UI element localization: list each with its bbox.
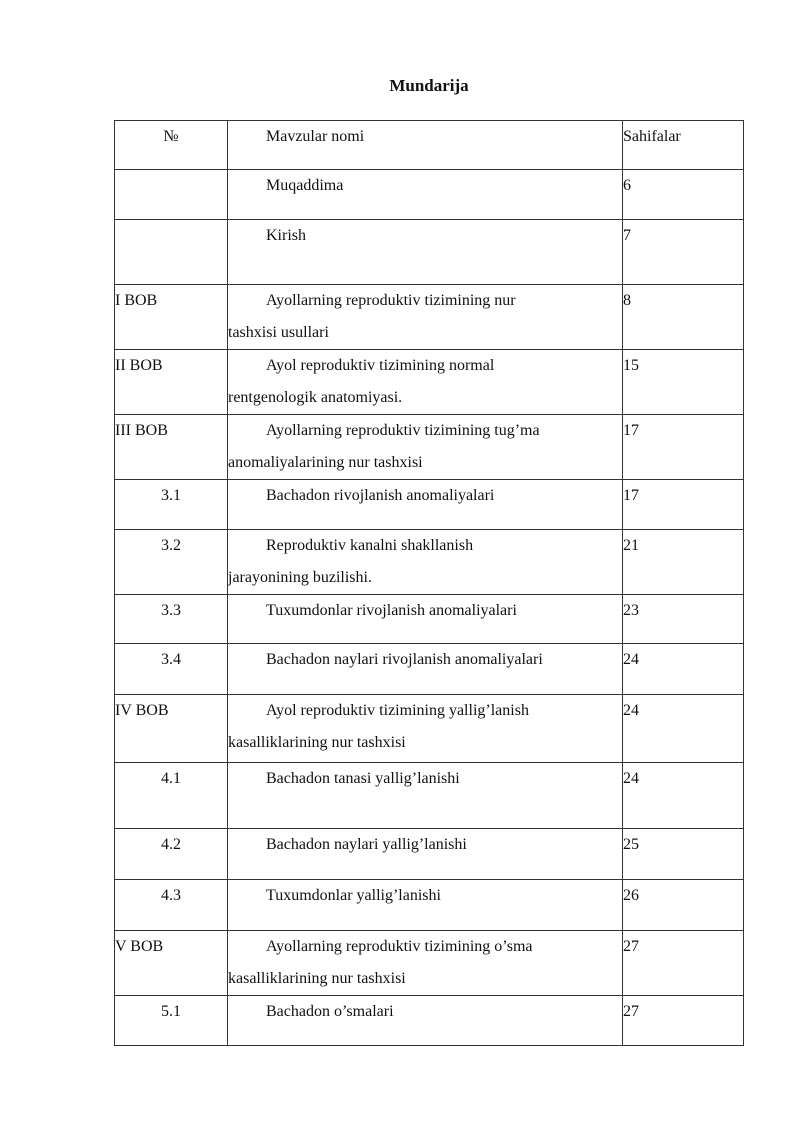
table-row [115, 763, 744, 829]
section-title-line1: Muqaddima [266, 177, 344, 194]
section-number: 4.1 [161, 770, 181, 787]
page-number: 8 [623, 292, 631, 309]
table-row [115, 220, 744, 285]
section-number-cell [115, 480, 228, 530]
table-row [115, 285, 744, 350]
table-row [115, 415, 744, 480]
section-number: 3.4 [161, 651, 181, 668]
section-number: I BOB [115, 292, 158, 309]
section-number: 3.3 [161, 602, 181, 619]
section-title-cell [228, 170, 623, 220]
section-title-cell [228, 530, 623, 595]
page-number: 7 [623, 227, 631, 244]
table-row [115, 350, 744, 415]
section-number-cell [115, 170, 228, 220]
page-number: 27 [623, 1003, 639, 1020]
page-number: 27 [623, 938, 639, 955]
section-number-cell [115, 415, 228, 480]
page-number-cell [623, 415, 744, 480]
page-number-cell [623, 285, 744, 350]
contents-table-body [115, 121, 744, 1046]
section-title-line2: jarayonining buzilishi. [228, 569, 372, 586]
section-number-cell [115, 829, 228, 880]
page-number: 6 [623, 177, 631, 194]
section-title-line1: Tuxumdonlar rivojlanish anomaliyalari [266, 602, 517, 619]
page-number: 21 [623, 537, 639, 554]
header-num: № [163, 128, 179, 145]
section-title-cell [228, 220, 623, 285]
table-row [115, 880, 744, 931]
section-number: 3.2 [161, 537, 181, 554]
section-number: 3.1 [161, 487, 181, 504]
section-number-cell [115, 350, 228, 415]
page-number-cell [623, 931, 744, 996]
section-title-line1: Ayollarning reproduktiv tizimining tug’ma [266, 422, 540, 439]
section-title-cell [228, 931, 623, 996]
table-row [115, 695, 744, 763]
section-title-line2: tashxisi usullari [228, 324, 329, 341]
section-title-cell [228, 880, 623, 931]
section-number: II BOB [115, 357, 163, 374]
section-number-cell [115, 595, 228, 644]
section-title-line1: Tuxumdonlar yallig’lanishi [266, 887, 441, 904]
section-title-cell [228, 829, 623, 880]
page-number-cell [623, 220, 744, 285]
page-number-cell [623, 644, 744, 695]
page-number: 26 [623, 887, 639, 904]
table-row [115, 829, 744, 880]
page-number: 15 [623, 357, 639, 374]
page-number-cell [623, 880, 744, 931]
section-number: 4.2 [161, 836, 181, 853]
section-title-cell [228, 415, 623, 480]
header-page: Sahifalar [623, 128, 681, 145]
section-title-cell [228, 763, 623, 829]
page-number-cell [623, 829, 744, 880]
page-number-cell [623, 996, 744, 1046]
section-title-line1: Ayol reproduktiv tizimining normal [266, 357, 495, 374]
page-number-cell [623, 170, 744, 220]
contents-table [114, 120, 744, 1046]
section-number: 4.3 [161, 887, 181, 904]
section-number: III BOB [115, 422, 168, 439]
page-number-cell [623, 595, 744, 644]
header-page-cell [623, 121, 744, 170]
page-number: 17 [623, 487, 639, 504]
section-title-line1: Ayollarning reproduktiv tizimining o’sma [266, 938, 533, 955]
section-title-line1: Reproduktiv kanalni shakllanish [266, 537, 474, 554]
section-title-line1: Bachadon naylari rivojlanish anomaliyalari [266, 651, 543, 668]
section-number: V BOB [115, 938, 164, 955]
section-title-line1: Bachadon naylari yallig’lanishi [266, 836, 467, 853]
section-number-cell [115, 530, 228, 595]
section-number: IV BOB [115, 702, 169, 719]
section-title-cell [228, 480, 623, 530]
section-title-line2: anomaliyalarining nur tashxisi [228, 454, 423, 471]
table-row [115, 170, 744, 220]
section-title-line2: kasalliklarining nur tashxisi [228, 734, 406, 751]
table-row [115, 480, 744, 530]
section-title-line1: Ayollarning reproduktiv tizimining nur [266, 292, 516, 309]
section-number-cell [115, 695, 228, 763]
section-number-cell [115, 880, 228, 931]
table-row [115, 931, 744, 996]
section-title-cell [228, 350, 623, 415]
page-number-cell [623, 763, 744, 829]
page-number: 23 [623, 602, 639, 619]
section-number: 5.1 [161, 1003, 181, 1020]
section-title-line1: Bachadon tanasi yallig’lanishi [266, 770, 460, 787]
page-number: 17 [623, 422, 639, 439]
header-topic-cell [228, 121, 623, 170]
section-title-cell [228, 996, 623, 1046]
section-title-line2: kasalliklarining nur tashxisi [228, 970, 406, 987]
section-title-cell [228, 644, 623, 695]
page-number-cell [623, 530, 744, 595]
section-title-cell [228, 285, 623, 350]
page-number: 24 [623, 770, 639, 787]
section-number-cell [115, 644, 228, 695]
header-topic: Mavzular nomi [266, 128, 365, 145]
page-number-cell [623, 480, 744, 530]
table-header-row [115, 121, 744, 170]
page-number: 24 [623, 651, 639, 668]
section-title-line1: Bachadon o’smalari [266, 1003, 394, 1020]
page-number: 24 [623, 702, 639, 719]
section-title-line1: Ayol reproduktiv tizimining yallig’lanish [266, 702, 529, 719]
page-number-cell [623, 695, 744, 763]
section-title-cell [228, 695, 623, 763]
table-row [115, 530, 744, 595]
section-title-line1: Kirish [266, 227, 306, 244]
section-title-line2: rentgenologik anatomiyasi. [228, 389, 403, 406]
section-number-cell [115, 996, 228, 1046]
table-row [115, 996, 744, 1046]
section-title-line1: Bachadon rivojlanish anomaliyalari [266, 487, 495, 504]
section-number-cell [115, 763, 228, 829]
table-row [115, 644, 744, 695]
header-num-cell [115, 121, 228, 170]
page-number-cell [623, 350, 744, 415]
page-number: 25 [623, 836, 639, 853]
page-title: Mundarija [389, 76, 469, 95]
table-row [115, 595, 744, 644]
section-title-cell [228, 595, 623, 644]
section-number-cell [115, 220, 228, 285]
section-number-cell [115, 931, 228, 996]
section-number-cell [115, 285, 228, 350]
